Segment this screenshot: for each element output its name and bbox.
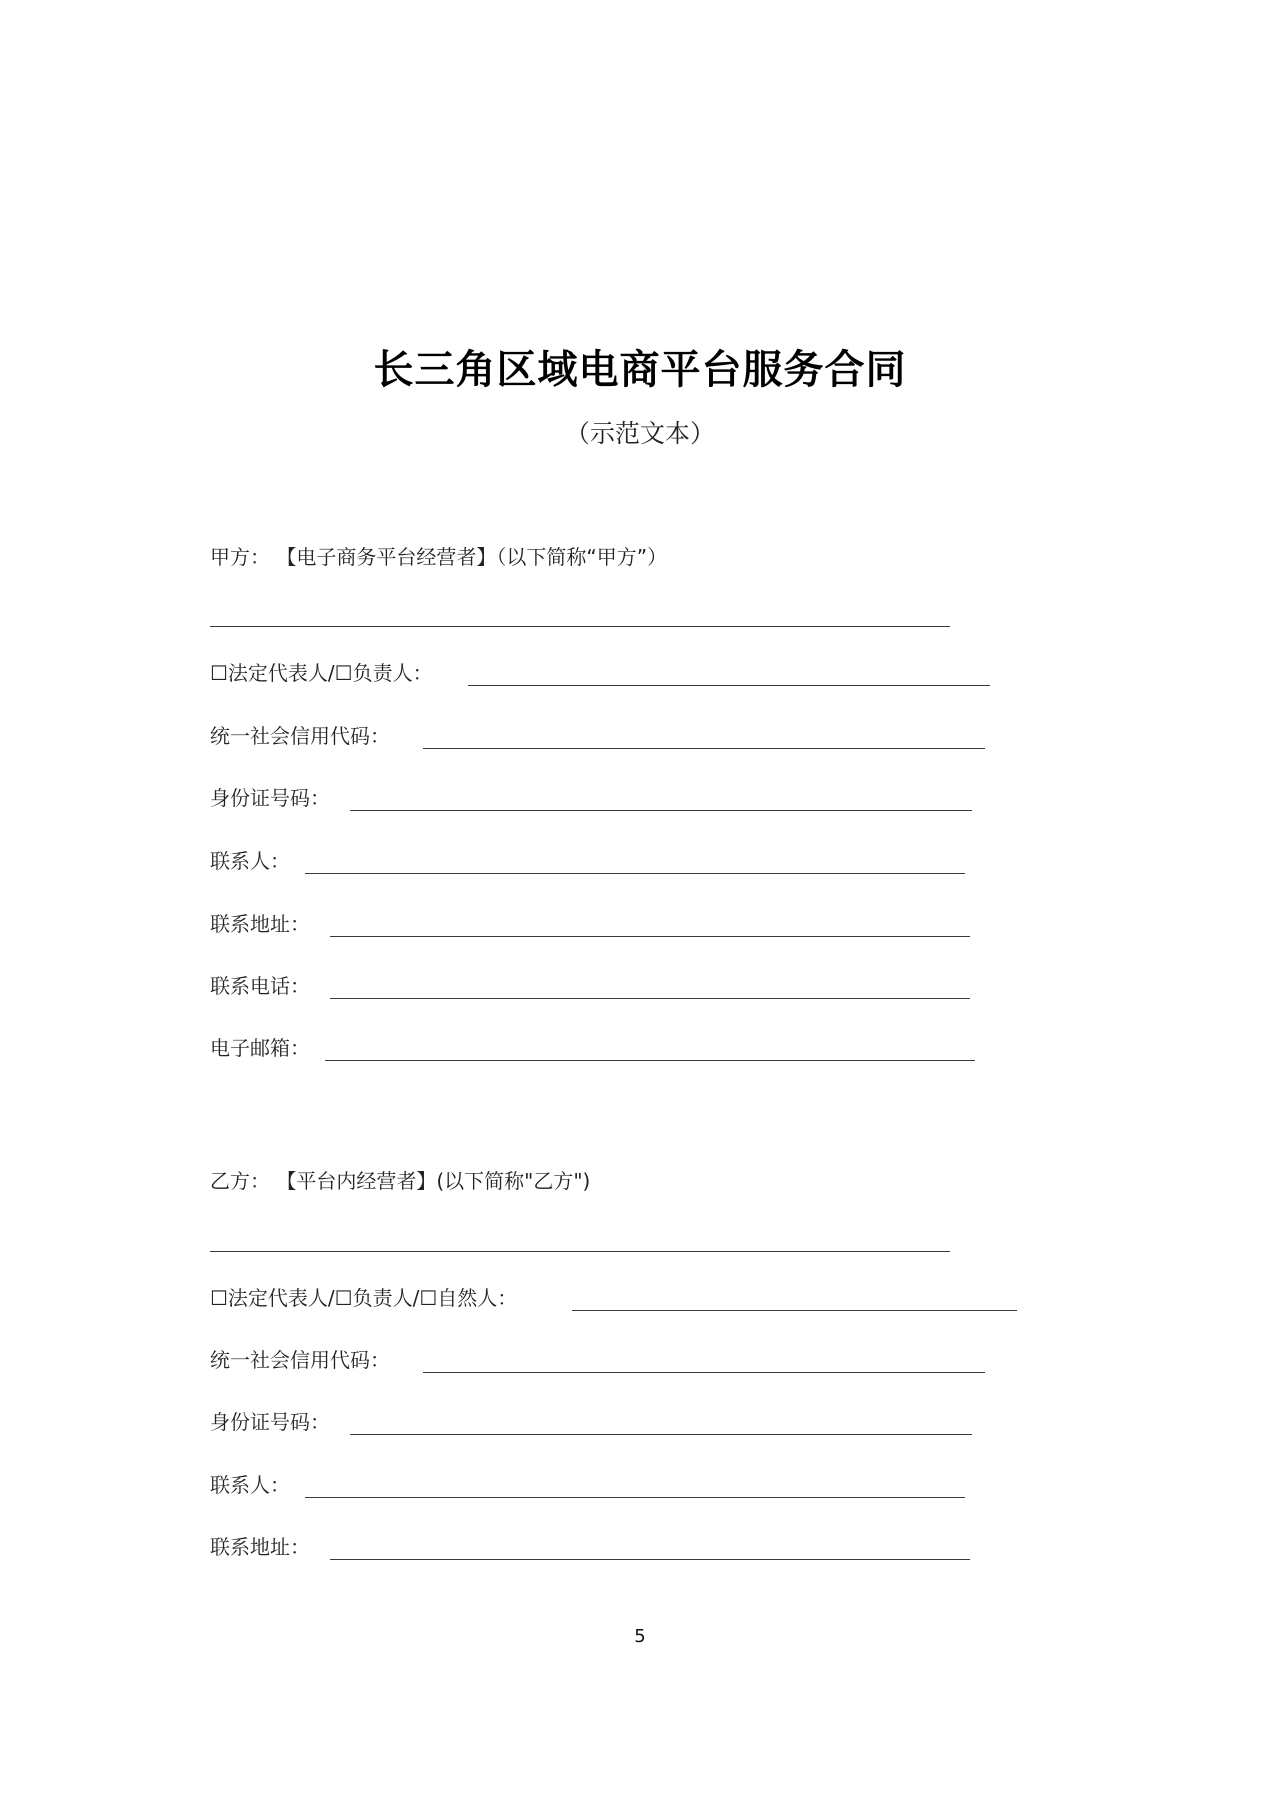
field-label: 联系电话：	[210, 974, 310, 998]
field-label: 身份证号码：	[210, 1410, 330, 1434]
party-b-address-field	[210, 1536, 1010, 1566]
field-label: 统一社会信用代码：	[210, 1348, 390, 1372]
party-a-heading: 甲方： 【电子商务平台经营者】（以下简称“甲方”）	[210, 545, 668, 569]
field-label: 统一社会信用代码：	[210, 724, 390, 748]
party-a-address-field	[210, 913, 1010, 943]
field-label: 联系地址：	[210, 912, 310, 936]
field-blank[interactable]	[305, 873, 965, 874]
party-a-id-number-field	[210, 787, 1010, 817]
party-a-legal-rep-field	[210, 662, 1010, 692]
party-a-email-field	[210, 1037, 1010, 1067]
field-blank[interactable]	[325, 1060, 975, 1061]
party-a-credit-code-field	[210, 725, 1010, 755]
field-blank[interactable]	[423, 748, 985, 749]
document-title: 长三角区域电商平台服务合同	[373, 347, 907, 393]
page-number: 5	[634, 1626, 646, 1647]
field-blank[interactable]	[330, 1559, 970, 1560]
field-blank[interactable]	[350, 810, 972, 811]
field-blank[interactable]	[350, 1434, 972, 1435]
party-b-legal-rep-field	[210, 1287, 1040, 1317]
field-blank[interactable]	[468, 685, 990, 686]
field-blank[interactable]	[572, 1310, 1017, 1311]
field-label: 电子邮箱：	[210, 1036, 310, 1060]
party-a-phone-field	[210, 975, 1010, 1005]
field-label: 联系地址：	[210, 1535, 310, 1559]
party-b-id-number-field	[210, 1411, 1010, 1441]
party-b-name-blank[interactable]	[210, 1251, 950, 1252]
party-a-contact-field	[210, 850, 1010, 880]
field-blank[interactable]	[305, 1497, 965, 1498]
party-b-heading: 乙方： 【平台内经营者】(以下简称"乙方")	[210, 1169, 591, 1193]
field-label: 联系人：	[210, 1473, 290, 1497]
field-blank[interactable]	[423, 1372, 985, 1373]
field-label: ☐法定代表人/☐负责人：	[210, 661, 433, 685]
party-b-contact-field	[210, 1474, 1010, 1504]
field-blank[interactable]	[330, 998, 970, 999]
field-label: 联系人：	[210, 849, 290, 873]
document-subtitle: （示范文本）	[564, 419, 715, 448]
party-a-name-blank[interactable]	[210, 626, 950, 627]
field-blank[interactable]	[330, 936, 970, 937]
field-label: ☐法定代表人/☐负责人/☐自然人：	[210, 1286, 518, 1310]
field-label: 身份证号码：	[210, 786, 330, 810]
party-b-credit-code-field	[210, 1349, 1010, 1379]
